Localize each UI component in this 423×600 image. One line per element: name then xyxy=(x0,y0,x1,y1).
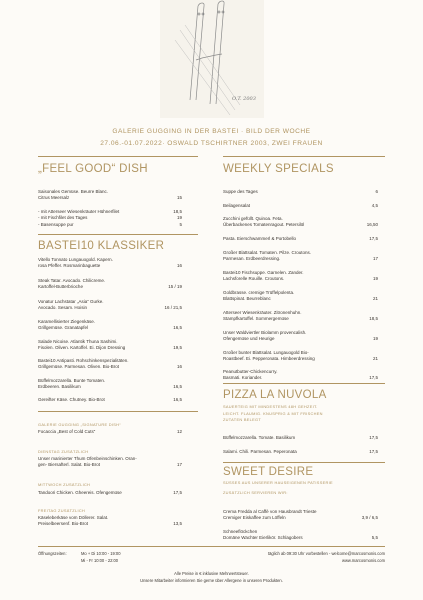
item-price: 16 xyxy=(176,263,182,269)
website-link[interactable]: www.marcosmonis.com xyxy=(342,558,385,563)
pizza-title: PIZZA LA NUVOLA xyxy=(223,389,327,401)
menu-item xyxy=(38,358,182,371)
item-name: Unser marinierter Thum Ofenbeinschinken. Oran- gen- Biersafterl. Salat. Bio-Brot xyxy=(38,456,137,468)
divider xyxy=(223,383,385,384)
klassiker-title: BASTEI10 KLASSIKER xyxy=(38,240,165,252)
item-price: 16,5 xyxy=(173,384,182,390)
hours-label: Öffnungszeiten: xyxy=(38,551,67,556)
divider xyxy=(223,156,385,157)
desire-subtitle: SÜSSES AUS UNSERER HAUSEIGENEN PATISSERIE xyxy=(223,480,333,485)
friday-label: FREITAG ZUSÄTZLICH xyxy=(38,508,86,513)
item-price: 17,5 xyxy=(369,449,378,454)
item-price: 16,5 xyxy=(173,397,182,402)
item-price: 5,5 xyxy=(371,535,378,541)
divider xyxy=(38,411,198,412)
item-name: Tandoori Chicken. Gheereis. Ofengemüse xyxy=(38,490,122,495)
item-name: Großer Blattsalat. Tomaten. Pilze. Croutons. Parmesan. Erdbeerdressing. xyxy=(223,250,311,262)
item-price: 18,5 19 5 xyxy=(173,209,182,227)
menu-item xyxy=(38,515,182,528)
menu-item xyxy=(223,216,378,229)
artwork-drawing xyxy=(160,0,264,118)
menu-item xyxy=(223,529,378,542)
signature-label: GALERIE GUGGING „SIGNATURE DISH“ xyxy=(38,422,121,427)
item-price: 4,5 xyxy=(371,203,378,208)
item-price: 19 xyxy=(372,336,378,342)
divider xyxy=(223,462,385,463)
divider xyxy=(38,234,198,235)
item-name: Suppe des Tages xyxy=(223,189,258,194)
menu-item xyxy=(223,203,378,209)
item-name: Schneeflöckchen Domäne Wachter Eierlikör. Schlagobers xyxy=(223,529,303,541)
item-price: 18,5 xyxy=(369,316,378,322)
menu-item xyxy=(38,299,182,312)
menu-item xyxy=(38,429,182,435)
item-price: 13,5 xyxy=(173,521,182,527)
item-price: 17,5 xyxy=(173,490,182,495)
menu-item xyxy=(38,456,182,469)
item-name: Büffelmozzarella. Bunte Tomaten. Erdbeeren. Basilikum xyxy=(38,378,106,390)
item-price: 16,5 xyxy=(173,325,182,331)
desire-title: SWEET DESIRE xyxy=(223,466,314,478)
item-price: 19 xyxy=(372,276,378,282)
reservation-info: täglich ab 09:30 Uhr vorbestellen - welcome@marcosmonis.com xyxy=(267,551,385,556)
artwork-signature: O.T. 2003 xyxy=(232,96,256,102)
menu-item xyxy=(223,270,378,283)
hours-line-1: Mo + Di 10:00 - 19:00 xyxy=(81,551,121,556)
item-price: 17,5 xyxy=(369,236,378,241)
item-name: Salami. Chili. Parmesan. Peperonata xyxy=(223,449,297,454)
weekly-title: WEEKLY SPECIALS xyxy=(223,163,334,175)
item-name: Bastei10 Antipasti. Rohschinkenspezialitäten. Grillgemüse. Parmesan. Oliven. Bio-Brot xyxy=(38,358,129,370)
menu-item xyxy=(38,278,182,291)
pizza-subtitle: SAUERTEIG MIT MINDESTENS 48H GEHZEIT. LEICHT. FLAUMIG. KNUSPRIG & MIT FRISCHEN ZUTATEN BELEGT xyxy=(223,404,323,422)
item-name: Salade Nicoise. Atlantik Thuna Sashimi. Fisolen. Oliven. Kartoffel. Ei. Dijon Dressing xyxy=(38,339,126,351)
item-name: Steak Tatar. Avocado. Chilicreme. Kartoffel-Butterbrioche xyxy=(38,278,106,290)
menu-item xyxy=(38,490,182,496)
item-price: 17 xyxy=(176,462,182,468)
item-price: 19,5 xyxy=(173,345,182,351)
gallery-title: GALERIE GUGGING IN DER BASTEI · BILD DER WOCHE xyxy=(112,128,311,135)
gallery-subtitle: 27.06.-01.07.2022· OSWALD TSCHIRTNER 2003, ZWEI FRAUEN xyxy=(100,140,323,147)
menu-item xyxy=(38,397,182,403)
desire-extra-label: ZUSÄTZLICH SERVIEREN WIR: xyxy=(223,490,288,495)
menu-item xyxy=(38,257,182,270)
menu-item xyxy=(223,330,378,343)
menu-item xyxy=(38,339,182,352)
menu-item xyxy=(38,319,182,332)
item-price: 12 xyxy=(176,429,182,434)
item-name: Peanutbutter-Chickencurry. Basmati. Koriander. xyxy=(223,369,278,381)
price-note: Alle Preise in € inklusive Mehrwertsteuer. xyxy=(174,571,249,576)
item-price: 21 xyxy=(372,296,378,302)
artwork-image xyxy=(160,0,264,118)
item-price: 15 xyxy=(176,195,182,201)
menu-item xyxy=(223,189,378,195)
menu-item xyxy=(223,369,378,382)
item-name: Saisonales Gemüse. Beurre Blanc. Citrus Meersalz xyxy=(38,189,109,201)
item-name: Bastei10 Fischsuppe. Garnelen. Zander. Lachsforelle Rouille. Croutons. xyxy=(223,270,304,282)
menu-item xyxy=(223,350,378,363)
item-name: Käseleberkäse vom Döllerer. Salat. Preiselbeersenf. Bio-Brot xyxy=(38,515,109,527)
allergen-note: Unsere Mitarbeiter informieren Sie gerne über Allergene in unseren Produkten. xyxy=(140,578,283,583)
item-name: Goldbrasse. cremige Trüffelpolenta. Blattspinat. Beurreblanc xyxy=(223,290,295,302)
item-name: Großer bunter Blattsalat. Lungauogold Bio- Roastbeef. Ei. Pepperonata. Himbeerdressing xyxy=(223,350,315,362)
menu-item xyxy=(223,449,378,455)
menu-item xyxy=(38,189,182,202)
footer-divider xyxy=(38,546,385,547)
item-name: Vonatur Lachstatar „Asia“ Gurke. Avocado. Sesam. Hoisin xyxy=(38,299,104,311)
item-name: Gereifter Käse. Chutney. Bio-Brot xyxy=(38,397,105,402)
menu-item xyxy=(38,378,182,391)
menu-item xyxy=(223,509,378,522)
item-name: Beilagensalat xyxy=(223,203,251,208)
hours-line-2: Mi - Fr 10:00 - 22:00 xyxy=(81,558,119,563)
tuesday-label: DIENSTAG ZUSÄTZLICH xyxy=(38,449,89,454)
item-name: Zucchini gefüllt. Quinoa. Feta. Überbackenes Tomatenragout. Petersilöl xyxy=(223,216,305,228)
item-price: 17 xyxy=(372,256,378,262)
wednesday-label: MITTWOCH ZUSÄTZLICH xyxy=(38,482,91,487)
item-price: 21 xyxy=(372,356,378,362)
menu-item xyxy=(223,236,378,242)
menu-item xyxy=(223,435,378,441)
item-name: Pasta. Eierschwammerl & Portobello xyxy=(223,236,297,241)
item-name: Vitello Tonnato Lungauogold. Kapern. rosa Pfeffer. Rosmarinbaguette xyxy=(38,257,113,269)
item-name: Crema Fredda al Caffè von Hausbrandt Trieste Cremiger Eiskaffee zum Löffeln xyxy=(223,509,317,521)
item-price: 16,50 xyxy=(366,222,378,228)
item-name: Focaccia „Best of Cold Cuts“ xyxy=(38,429,96,434)
item-name: - mit Atterseer Wiesenkräuter Hühnerfilet - mit Fischfilet des Tages - Basensuppe pur xyxy=(38,209,120,227)
item-price: 17,5 xyxy=(369,435,378,440)
item-name: Büffelmozzarella. Tomate. Basilikum xyxy=(223,435,296,440)
menu-item xyxy=(223,290,378,303)
item-name: Atterseer Wiesenkräuter. Zitronenhuhn. Stampfkartoffel. Sommergemüse xyxy=(223,310,302,322)
divider xyxy=(38,156,198,157)
item-price: 16 xyxy=(176,364,182,370)
menu-item xyxy=(223,250,378,263)
item-price: 16 / 21,5 xyxy=(164,305,182,311)
feel-good-title: „FEEL GOOD“ DISH xyxy=(38,163,148,175)
item-price: 17,5 xyxy=(369,375,378,381)
menu-item xyxy=(38,209,182,228)
item-name: Unser Waldviertler Biolamm provencalish. Ofengemüse und Heurige xyxy=(223,330,307,342)
menu-item xyxy=(223,310,378,323)
item-price: 6 xyxy=(375,189,378,194)
item-price: 15 / 19 xyxy=(168,284,182,290)
item-price: 3,9 / 6,5 xyxy=(361,515,378,521)
item-name: Karamellisierter Ziegenkäse. Grillgemüse. Granatapfel xyxy=(38,319,96,331)
